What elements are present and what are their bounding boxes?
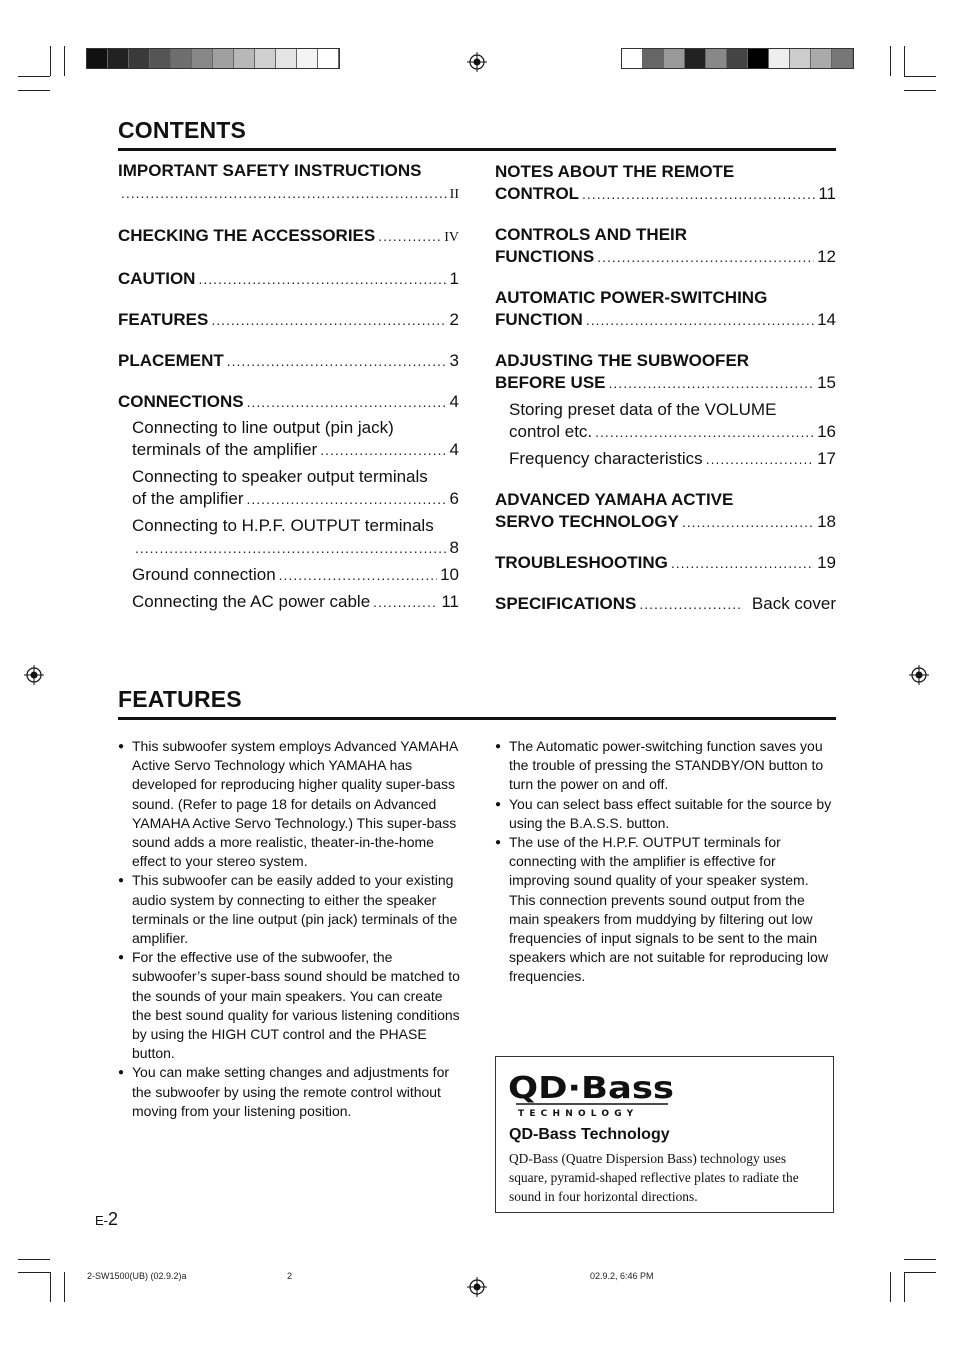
crop-mark: [18, 90, 50, 91]
toc-entry-title: FUNCTION: [495, 310, 583, 329]
feature-item: ● For the effective use of the subwoofer, the subwoofer’s super-bass sound should be matched to the sounds of your main speakers. You can create the best sound quality for various listening conditions by using the HIGH CUT control and the PHASE button.: [118, 948, 460, 1063]
toc-entry-title: of the amplifier: [132, 489, 244, 508]
feature-item: ● This subwoofer system employs Advanced YAMAHA Active Servo Technology which YAMAHA has developed for reproducing higher quality super-bass sound. (Refer to page 18 for details on Advanced YAMAHA Active Servo Technology.) This super-bass sound adds a more realistic, theater-in-the-home effect to your stereo system.: [118, 737, 460, 871]
contents-heading: CONTENTS: [118, 117, 247, 143]
toc-entry-title: Connecting to H.P.F. OUTPUT terminals: [132, 516, 434, 535]
color-bar-left: [86, 48, 340, 69]
crop-mark: [18, 1259, 50, 1260]
dot-leader: [671, 552, 814, 574]
feature-item: ● The use of the H.P.F. OUTPUT terminals for connecting with the amplifier is effective for improving sound quality of your speaker system. This connection prevents sound output from the main speakers from muddying by filtering out low frequencies of input signals to be sent to the main speakers which are not suitable for reproducing low frequencies.: [495, 833, 837, 987]
toc-entry: [118, 309, 459, 331]
crop-mark: [50, 46, 51, 76]
toc-entry-title: NOTES ABOUT THE REMOTE: [495, 162, 735, 181]
toc-page-number: 18: [817, 512, 836, 531]
toc-page-number: 14: [817, 310, 836, 329]
page-number-value: 2: [108, 1209, 119, 1229]
toc-entry: [118, 391, 459, 413]
qd-bass-logo: [508, 1071, 678, 1119]
toc-page-number: 11: [441, 592, 459, 611]
dot-leader: [227, 350, 447, 372]
crop-mark: [50, 1272, 51, 1302]
dot-leader: [582, 183, 815, 205]
toc-page-number: 19: [817, 553, 836, 572]
toc-entry-title: CONTROL: [495, 184, 580, 203]
crop-mark: [18, 76, 50, 77]
toc-entry-title: FUNCTIONS: [495, 247, 595, 266]
feature-item: ● This subwoofer can be easily added to your existing audio system by connecting to either the speaker terminals or the line output (pin jack) terminals of the amplifier.: [118, 871, 460, 948]
toc-sub-entry: [118, 466, 459, 510]
crop-mark: [904, 1272, 905, 1302]
crop-mark: [890, 1272, 891, 1302]
page-number-prefix: E-: [95, 1213, 108, 1228]
color-patch: [297, 49, 318, 68]
toc-sub-entry: [495, 448, 836, 470]
color-patch: [685, 49, 706, 68]
toc-entry: [495, 287, 836, 331]
color-patch: [769, 49, 790, 68]
toc-page-number: 16: [817, 422, 836, 441]
color-patch: [129, 49, 150, 68]
toc-entry-title: Connecting to speaker output terminals: [132, 467, 428, 486]
toc-entry: [118, 225, 459, 249]
toc-page-number: II: [449, 187, 459, 202]
dot-leader: [247, 391, 447, 413]
qd-bass-logo-sub: TECHNOLOGY: [518, 1109, 639, 1119]
color-patch: [234, 49, 255, 68]
toc-entry-title: Ground connection: [132, 565, 276, 584]
toc-entry-title: CHECKING THE ACCESSORIES: [118, 226, 376, 245]
crop-mark: [904, 76, 936, 77]
toc-page-number: 12: [817, 247, 836, 266]
toc-entry-title: Connecting the AC power cable: [132, 592, 371, 611]
toc-entry: [495, 350, 836, 394]
crop-mark: [904, 46, 905, 76]
qd-bass-box: [495, 1056, 834, 1213]
toc-page-number: 4: [449, 440, 459, 459]
dot-leader: [320, 439, 446, 461]
toc-page-number: Back cover: [751, 594, 836, 613]
features-right-column: [495, 737, 837, 987]
qd-bass-title: QD-Bass Technology: [509, 1126, 670, 1143]
dot-leader: [639, 593, 742, 615]
toc-page-number: 2: [449, 310, 459, 329]
footer-file-info: 2-SW1500(UB) (02.9.2)a: [87, 1271, 187, 1281]
dot-leader: [198, 268, 446, 290]
feature-item: ● You can make setting changes and adjustments for the subwoofer by using the remote control without moving from your listening position.: [118, 1063, 460, 1121]
crop-mark: [904, 1272, 936, 1273]
color-patch: [748, 49, 769, 68]
qd-bass-description: QD-Bass (Quatre Dispersion Bass) technology uses square, pyramid-shaped reflective plates to radiate the sound in four horizontal directions.: [509, 1151, 799, 1205]
registration-mark-icon: [909, 665, 929, 685]
features-rule: [118, 717, 836, 720]
color-patch: [171, 49, 192, 68]
toc-sub-entry: [118, 417, 459, 461]
toc-entry-title: BEFORE USE: [495, 373, 606, 392]
toc-entry: [118, 160, 459, 206]
color-patch: [255, 49, 276, 68]
toc-entry-title: SPECIFICATIONS: [495, 594, 637, 613]
dot-leader: [378, 225, 441, 247]
toc-entry: [118, 350, 459, 372]
toc-sub-entry: [118, 515, 459, 559]
toc-page-number: IV: [444, 230, 459, 245]
features-left-column: [118, 737, 460, 1121]
color-patch: [276, 49, 297, 68]
toc-entry-title: IMPORTANT SAFETY INSTRUCTIONS: [118, 161, 422, 180]
toc-entry-title: ADVANCED YAMAHA ACTIVE: [495, 490, 734, 509]
feature-item: ● You can select bass effect suitable for the source by using the B.A.S.S. button.: [495, 795, 837, 833]
crop-mark: [904, 1259, 936, 1260]
color-patch: [192, 49, 213, 68]
crop-mark: [18, 1272, 50, 1273]
toc-entry-title: TROUBLESHOOTING: [495, 553, 668, 572]
toc-entry-title: SERVO TECHNOLOGY: [495, 512, 679, 531]
toc-right-column: [495, 161, 836, 634]
crop-mark: [904, 90, 936, 91]
toc-entry: [495, 161, 836, 205]
color-patch: [108, 49, 129, 68]
dot-leader: [682, 511, 814, 533]
toc-left-column: [118, 160, 459, 618]
registration-mark-icon: [24, 665, 44, 685]
toc-entry: [495, 489, 836, 533]
page-number: [95, 1209, 118, 1230]
color-patch: [622, 49, 643, 68]
color-patch: [727, 49, 748, 68]
features-heading: FEATURES: [118, 686, 242, 712]
toc-page-number: 6: [449, 489, 459, 508]
color-bar-right: [621, 48, 854, 69]
toc-entry: [118, 268, 459, 290]
toc-entry-title: terminals of the amplifier: [132, 440, 318, 459]
color-patch: [318, 49, 339, 68]
registration-mark-icon: [467, 52, 487, 72]
dot-leader: [211, 309, 446, 331]
registration-mark-icon: [467, 1277, 487, 1297]
toc-page-number: 17: [817, 449, 836, 468]
color-patch: [790, 49, 811, 68]
color-patch: [832, 49, 853, 68]
dot-leader: [373, 591, 438, 613]
footer-timestamp: 02.9.2, 6:46 PM: [590, 1271, 654, 1281]
toc-page-number: 15: [817, 373, 836, 392]
toc-entry-title: control etc.: [509, 422, 593, 441]
toc-entry: [495, 593, 836, 615]
toc-entry-title: PLACEMENT: [118, 351, 224, 370]
toc-entry: [495, 224, 836, 268]
toc-entry: [495, 552, 836, 574]
toc-sub-entry: [118, 564, 459, 586]
dot-leader: [609, 372, 815, 394]
dot-leader: [247, 488, 447, 510]
dot-leader: [595, 421, 814, 443]
contents-rule: [118, 148, 836, 151]
dot-leader: [706, 448, 814, 470]
toc-page-number: 3: [449, 351, 459, 370]
footer-page: 2: [287, 1271, 293, 1281]
color-patch: [213, 49, 234, 68]
toc-page-number: 10: [440, 565, 459, 584]
color-patch: [643, 49, 664, 68]
toc-sub-entry: [495, 399, 836, 443]
feature-item: ● The Automatic power-switching function saves you the trouble of pressing the STANDBY/ON button to turn the power on and off.: [495, 737, 837, 795]
crop-mark: [64, 1272, 65, 1302]
toc-entry-title: CAUTION: [118, 269, 196, 288]
crop-mark: [64, 46, 65, 76]
dot-leader: [597, 246, 814, 268]
toc-page-number: 1: [449, 269, 459, 288]
toc-entry-title: CONNECTIONS: [118, 392, 244, 411]
toc-entry-title: CONTROLS AND THEIR: [495, 225, 688, 244]
toc-entry-title: FEATURES: [118, 310, 209, 329]
qd-bass-logo-main: QD·Bass: [508, 1071, 674, 1106]
toc-entry-title: AUTOMATIC POWER-SWITCHING: [495, 288, 768, 307]
color-patch: [150, 49, 171, 68]
crop-mark: [890, 46, 891, 76]
toc-entry-title: Frequency characteristics: [509, 449, 703, 468]
toc-page-number: 8: [449, 538, 459, 557]
dot-leader: [135, 537, 447, 559]
toc-entry-title: ADJUSTING THE SUBWOOFER: [495, 351, 750, 370]
dot-leader: [121, 182, 447, 204]
color-patch: [811, 49, 832, 68]
color-patch: [87, 49, 108, 68]
toc-entry-title: Storing preset data of the VOLUME: [509, 400, 777, 419]
dot-leader: [586, 309, 814, 331]
dot-leader: [279, 564, 437, 586]
toc-sub-entry: [118, 591, 459, 613]
toc-page-number: 11: [818, 184, 836, 203]
toc-page-number: 4: [449, 392, 459, 411]
color-patch: [664, 49, 685, 68]
toc-entry-title: Connecting to line output (pin jack): [132, 418, 394, 437]
color-patch: [706, 49, 727, 68]
